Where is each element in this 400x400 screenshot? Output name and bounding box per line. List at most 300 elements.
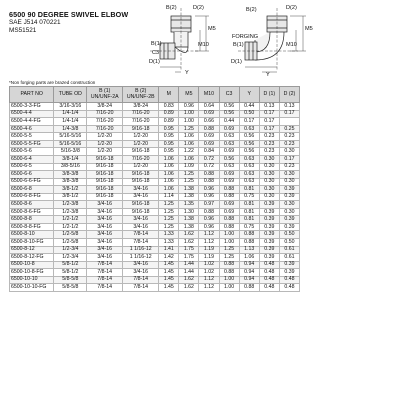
part-number-cell: 6500-8-8 [10,216,54,224]
part-number-cell: 6500-8-12-FG [10,254,54,262]
label-m10-right: M10 [286,42,297,48]
table-cell: 0.39 [259,246,279,254]
part-number-cell: 6500-5-5-FG [10,140,54,148]
part-number-cell: 6500-10-10 [10,276,54,284]
table-cell: 0.50 [279,239,299,247]
table-cell: 1.38 [179,223,199,231]
table-cell: 0.94 [239,276,259,284]
table-cell: 0.30 [279,178,299,186]
table-cell: 1.12 [199,276,219,284]
table-cell: 5/8-1/2 [54,269,87,277]
right-elbow-drawing [238,8,306,72]
table-cell: 7/8-14 [123,231,159,239]
table-cell: 0.95 [159,140,179,148]
table-cell: 0.81 [239,216,259,224]
table-cell: 0.30 [259,163,279,171]
table-cell: 0.88 [219,269,239,277]
table-row [10,261,300,269]
part-number-cell: 6500-6-4 [10,156,54,164]
table-cell: 0.97 [199,201,219,209]
table-cell: 0.39 [259,208,279,216]
table-cell: 1/2-20 [123,133,159,141]
table-cell: 1.00 [219,231,239,239]
table-cell: 5/16-3/8 [54,148,87,156]
table-cell: 1.33 [159,239,179,247]
table-cell: 0.63 [239,178,259,186]
part-number-cell: 6500-4-4-FG [10,118,54,126]
label-y-right: Y [266,72,270,78]
table-cell: 0.89 [159,110,179,118]
table-cell: 3/4-16 [87,208,123,216]
table-cell: 1.62 [179,231,199,239]
column-header: TUBE OD [54,87,87,103]
table-cell: 0.88 [219,223,239,231]
column-header: D (2) [279,87,299,103]
table-cell: 1.38 [179,193,199,201]
table-cell: 1.06 [159,156,179,164]
part-number-cell: 6500-8-12 [10,246,54,254]
table-cell: 0.69 [199,133,219,141]
table-cell: 0.88 [239,284,259,292]
table-cell: 0.95 [159,133,179,141]
table-cell: 3/16-3/16 [54,103,87,111]
table-cell: 0.48 [259,276,279,284]
table-cell: 0.63 [239,171,259,179]
table-cell: 3/4-16 [87,246,123,254]
table-cell: 0.95 [159,148,179,156]
table-cell: 7/16-20 [123,118,159,126]
column-header: C3 [219,87,239,103]
table-cell: 1.06 [159,178,179,186]
page-title: 6500 90 DEGREE SWIVEL ELBOW [9,10,129,19]
table-cell: 1/2-20 [123,140,159,148]
table-cell: 9/16-18 [123,148,159,156]
table-cell: 3/4-16 [123,193,159,201]
table-row [10,208,300,216]
part-number-cell: 6500-5-6 [10,148,54,156]
table-cell: 3/8-3/8 [54,178,87,186]
table-row [10,110,300,118]
label-m5-right: M5 [305,26,313,32]
table-cell: 1.25 [219,254,239,262]
table-cell: 0.30 [259,156,279,164]
table-cell: 0.44 [219,118,239,126]
table-cell: 0.13 [279,103,299,111]
table-cell: 0.66 [199,118,219,126]
ms-number: MS51521 [9,27,37,34]
table-cell: 0.39 [259,231,279,239]
table-cell: 0.88 [199,208,219,216]
table-row [10,254,300,262]
table-cell: 1/2-20 [87,148,123,156]
table-cell: 0.81 [239,186,259,194]
column-header: M [159,87,179,103]
table-cell: 0.23 [279,163,299,171]
table-cell: 0.61 [279,246,299,254]
table-cell: 7/8-14 [87,284,123,292]
table-cell: 0.69 [219,201,239,209]
label-y: Y [185,70,189,76]
table-cell: 1/4-1/4 [54,110,87,118]
table-cell: 3/4-16 [123,186,159,194]
table-cell: 0.39 [279,269,299,277]
table-cell: 0.69 [199,140,219,148]
table-cell: 0.30 [279,208,299,216]
table-cell: 0.39 [279,216,299,224]
table-cell: 3/4-16 [123,223,159,231]
label-b1: B(1) [151,41,162,47]
table-cell: 1.06 [179,140,199,148]
table-cell: 1.02 [199,261,219,269]
table-cell: 7/8-14 [87,261,123,269]
table-row [10,125,300,133]
table-cell: 1.02 [199,269,219,277]
table-cell: 0.23 [259,140,279,148]
table-cell: 0.23 [279,140,299,148]
table-cell: 0.94 [239,269,259,277]
part-number-cell: 6500-8-8-FG [10,223,54,231]
part-number-cell: 6500-10-8-FG [10,269,54,277]
table-cell: 7/16-20 [87,125,123,133]
table-cell: 1.75 [179,254,199,262]
table-cell: 9/16-18 [123,125,159,133]
table-cell: 0.39 [259,201,279,209]
table-cell: 0.48 [279,284,299,292]
table-cell: 1.12 [199,231,219,239]
table-cell: 1.25 [179,125,199,133]
table-cell: 3/4-16 [123,216,159,224]
table-cell: 0.39 [279,261,299,269]
table-cell: 0.17 [259,118,279,126]
table-cell: 1.00 [219,284,239,292]
table-row [10,276,300,284]
table-row [10,239,300,247]
table-row [10,156,300,164]
table-cell: 0.88 [219,186,239,194]
table-cell: 0.48 [259,261,279,269]
table-cell: 0.95 [159,125,179,133]
table-cell: 7/8-14 [123,276,159,284]
table-cell: 0.88 [199,178,219,186]
part-number-cell: 6500-5-5 [10,133,54,141]
table-cell: 0.25 [279,125,299,133]
column-header: M5 [179,87,199,103]
table-cell: 9/16-18 [87,163,123,171]
table-cell: 1/2-20 [87,140,123,148]
table-cell: 0.94 [239,261,259,269]
table-cell: 1/2-5/8 [54,231,87,239]
table-cell: 0.30 [279,201,299,209]
table-row [10,269,300,277]
table-cell: 1.35 [179,201,199,209]
table-cell: 1.45 [159,284,179,292]
table-cell: 1.00 [179,118,199,126]
table-row [10,140,300,148]
table-row [10,231,300,239]
table-cell: 0.96 [199,223,219,231]
table-cell: 5/16-5/16 [54,133,87,141]
part-number-cell: 6500-4-4 [10,110,54,118]
table-cell: 1/2-20 [123,163,159,171]
table-cell: 9/16-18 [87,193,123,201]
label-m10: M10 [198,42,209,48]
table-cell: 0.88 [239,239,259,247]
table-cell: 1/4-1/4 [54,118,87,126]
table-row [10,223,300,231]
table-cell: 1.19 [199,246,219,254]
part-number-cell: 6500-8-10 [10,231,54,239]
table-cell: 1.38 [179,216,199,224]
table-cell: 0.69 [219,148,239,156]
table-cell: 7/16-20 [123,156,159,164]
table-cell: 0.75 [239,193,259,201]
table-cell: 7/8-14 [123,239,159,247]
table-cell: 0.96 [179,103,199,111]
table-cell: 1.22 [179,148,199,156]
table-cell: 9/16-18 [87,186,123,194]
table-cell: 0.89 [159,118,179,126]
table-cell: 1.25 [159,223,179,231]
table-cell: 0.39 [259,223,279,231]
table-cell: 9/16-18 [123,171,159,179]
table-cell: 1 1/16-12 [123,246,159,254]
table-cell: 3/4-16 [87,223,123,231]
table-cell: 0.39 [259,216,279,224]
table-cell: 0.75 [239,223,259,231]
column-header: B (1) UN/UNF-2A [87,87,123,103]
table-cell: 3/4-16 [87,216,123,224]
table-cell: 1.06 [179,156,199,164]
table-cell: 3/8-24 [87,103,123,111]
table-cell: 0.63 [219,133,239,141]
table-cell: 1.44 [179,261,199,269]
table-cell: 0.69 [199,110,219,118]
table-cell: 0.69 [219,125,239,133]
table-cell: 0.88 [219,261,239,269]
table-cell [279,118,299,126]
table-cell: 1/2-5/8 [54,239,87,247]
table-cell: 0.64 [199,103,219,111]
column-header: D (1) [259,87,279,103]
table-cell: 1.06 [159,186,179,194]
table-cell: 1.25 [159,216,179,224]
table-cell: 1/4-3/8 [54,125,87,133]
table-cell: 0.56 [239,133,259,141]
table-cell: 7/16-20 [87,110,123,118]
table-cell: 0.63 [239,163,259,171]
spec-table [9,86,300,292]
part-number-cell: 6500-10-8 [10,261,54,269]
table-cell: 5/8-5/8 [54,276,87,284]
label-d1: D(1) [149,59,160,65]
table-cell: 0.88 [219,216,239,224]
table-cell: 0.17 [279,156,299,164]
table-cell: 1.62 [179,239,199,247]
table-cell: 3/8-1/2 [54,193,87,201]
table-row [10,171,300,179]
column-header: B (2) UN/UNF-2B [123,87,159,103]
table-cell: 0.30 [259,178,279,186]
table-cell: 0.69 [219,171,239,179]
table-cell: 0.17 [259,110,279,118]
table-cell: 0.17 [239,118,259,126]
table-cell: 0.69 [219,178,239,186]
part-number-cell: 6500-8-6-FG [10,208,54,216]
table-cell: 0.23 [259,133,279,141]
table-cell: 0.30 [259,171,279,179]
table-cell: 0.50 [239,110,259,118]
table-cell: 1.13 [239,246,259,254]
label-d2: D(2) [193,5,204,11]
table-cell: 0.39 [279,186,299,194]
table-cell: 1.45 [159,261,179,269]
part-number-cell: 6500-6-8-FG [10,193,54,201]
table-cell: 9/16-18 [123,201,159,209]
table-cell: 1.06 [159,163,179,171]
table-cell: 0.83 [159,103,179,111]
table-cell: 0.56 [219,103,239,111]
forging-note: *Non forging parts are brazed construction [9,80,96,85]
table-cell: 1/2-20 [87,133,123,141]
label-d2-right: D(2) [286,5,297,11]
table-cell: 0.84 [199,148,219,156]
table-cell: 3/4-16 [87,239,123,247]
table-cell: 0.48 [279,276,299,284]
table-cell: 9/16-18 [87,178,123,186]
table-cell: 5/8-1/2 [54,261,87,269]
table-cell: 1.00 [219,276,239,284]
part-number-cell: 6500-3-3-FG [10,103,54,111]
table-row [10,193,300,201]
column-header: Y [239,87,259,103]
part-number-cell: 6500-4-6 [10,125,54,133]
table-cell: 1.41 [159,246,179,254]
table-cell: 3/4-16 [87,201,123,209]
table-cell: 9/16-18 [87,156,123,164]
table-cell: 1/2-1/2 [54,223,87,231]
table-cell: 1.25 [159,208,179,216]
table-cell: 0.88 [199,171,219,179]
table-cell: 0.56 [239,140,259,148]
table-cell: 0.44 [239,103,259,111]
table-cell: 1.33 [159,231,179,239]
table-cell: 0.48 [259,269,279,277]
table-cell: 0.72 [199,163,219,171]
table-cell: 1 1/16-12 [123,254,159,262]
table-cell: 0.63 [219,163,239,171]
table-cell: 0.63 [239,156,259,164]
table-cell: 1.06 [159,171,179,179]
label-m5: M5 [208,26,216,32]
column-header: PART NO [10,87,54,103]
table-cell: 1.25 [159,201,179,209]
table-cell: 1.06 [179,133,199,141]
table-header-row [10,87,300,103]
table-cell: 3/4-16 [87,254,123,262]
table-cell: 1.30 [179,208,199,216]
table-cell: 3/8-24 [123,103,159,111]
table-cell: 0.96 [199,216,219,224]
table-cell: 0.96 [199,186,219,194]
table-cell: 0.56 [219,156,239,164]
table-cell: 7/16-20 [123,110,159,118]
table-cell: 0.39 [259,254,279,262]
table-cell: 1.25 [219,246,239,254]
table-cell: 0.72 [199,156,219,164]
table-row [10,148,300,156]
table-cell: 0.88 [219,193,239,201]
table-cell: 0.81 [239,208,259,216]
table-cell: 0.39 [279,223,299,231]
elbow-drawings [0,0,400,80]
table-cell: 0.23 [279,133,299,141]
label-d1-right: D(1) [231,59,242,65]
table-cell: 0.30 [259,186,279,194]
table-cell: 9/16-18 [87,171,123,179]
part-number-cell: 6500-6-6-FG [10,178,54,186]
table-cell: 3/4-16 [87,231,123,239]
part-number-cell: 6500-6-6 [10,171,54,179]
table-cell: 1.62 [179,284,199,292]
label-c3: C3 [152,50,160,56]
table-cell: 0.56 [219,110,239,118]
table-cell: 1/2-3/8 [54,208,87,216]
table-cell: 1.19 [199,254,219,262]
table-cell: 1.75 [179,246,199,254]
table-cell: 3/4-16 [123,269,159,277]
table-cell: 0.61 [279,254,299,262]
table-cell: 9/16-18 [123,178,159,186]
part-number-cell: 6500-10-10-FG [10,284,54,292]
table-cell: 7/8-14 [87,269,123,277]
table-cell: 1.00 [179,110,199,118]
table-cell: 1.45 [159,269,179,277]
table-cell: 0.96 [199,193,219,201]
table-row [10,178,300,186]
table-cell: 1.42 [159,254,179,262]
table-cell: 1.45 [159,276,179,284]
part-number-cell: 6500-8-6 [10,201,54,209]
table-cell: 1.44 [179,269,199,277]
table-cell: 1.25 [179,178,199,186]
table-cell: 1.00 [219,239,239,247]
table-cell: 3/8-1/2 [54,186,87,194]
table-cell: 0.81 [239,201,259,209]
table-cell: 0.23 [259,148,279,156]
table-cell: 9/16-18 [123,208,159,216]
table-cell: 7/8-14 [123,284,159,292]
table-cell: 7/8-14 [87,276,123,284]
table-cell: 0.39 [259,239,279,247]
table-row [10,186,300,194]
table-cell: 1/2-3/4 [54,254,87,262]
table-cell: 1.06 [239,254,259,262]
column-header: M10 [199,87,219,103]
table-cell: 1.12 [199,239,219,247]
table-cell: 0.63 [239,125,259,133]
table-cell: 0.13 [259,103,279,111]
table-cell: 5/16-5/16 [54,140,87,148]
table-cell: 0.63 [219,140,239,148]
table-row [10,201,300,209]
table-row [10,216,300,224]
label-b2: B(2) [166,5,177,11]
table-cell: 0.30 [259,193,279,201]
table-body [10,103,300,292]
table-cell: 5/8-5/8 [54,284,87,292]
part-number-cell: 6500-6-5 [10,163,54,171]
table-cell: 1/2-3/4 [54,246,87,254]
